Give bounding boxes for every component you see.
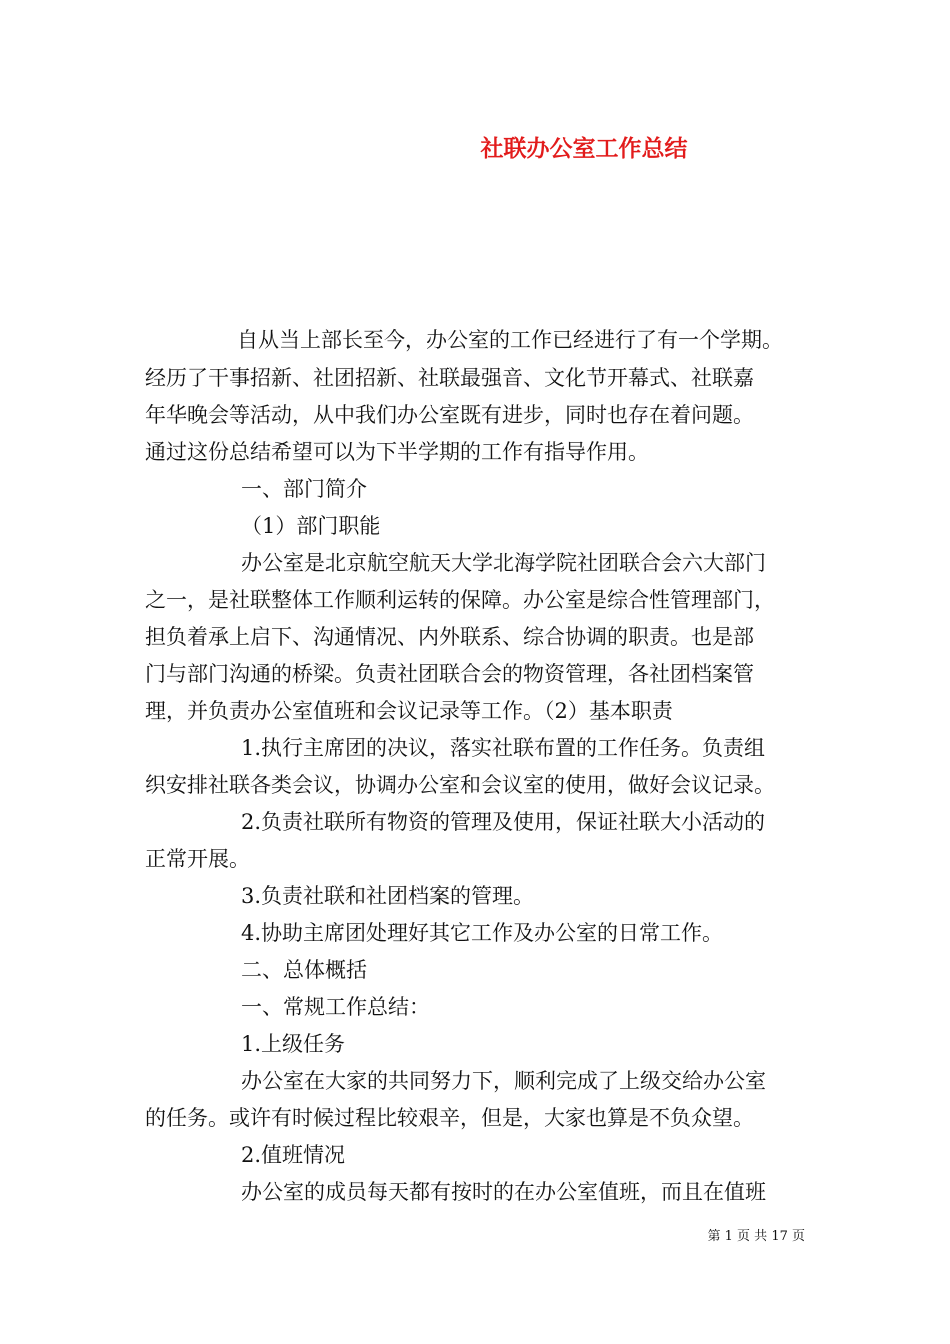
body-line: 自从当上部长至今，办公室的工作已经进行了有一个学期。	[237, 328, 783, 352]
body-line: 理，并负责办公室值班和会议记录等工作。（2）基本职责	[145, 699, 673, 723]
body-line: 织安排社联各类会议，协调办公室和会议室的使用，做好会议记录。	[145, 773, 775, 797]
list-item: 2.值班情况	[241, 1143, 346, 1167]
body-line: 门与部门沟通的桥梁。负责社团联合会的物资管理，各社团档案管	[145, 662, 754, 686]
body-line: 办公室的成员每天都有按时的在办公室值班，而且在值班	[241, 1180, 766, 1204]
body-line: 办公室在大家的共同努力下，顺利完成了上级交给办公室	[241, 1069, 766, 1093]
body-line: 正常开展。	[145, 847, 250, 871]
document-title: 社联办公室工作总结	[480, 135, 688, 162]
section-heading: 一、部门简介	[241, 477, 367, 501]
list-item: 1.执行主席团的决议，落实社联布置的工作任务。负责组	[241, 736, 766, 760]
list-item: 1.上级任务	[241, 1032, 346, 1056]
section-heading: 二、总体概括	[241, 958, 367, 982]
body-line: 办公室是北京航空航天大学北海学院社团联合会六大部门	[241, 551, 766, 575]
body-line: 经历了干事招新、社团招新、社联最强音、文化节开幕式、社联嘉	[145, 366, 754, 390]
body-line: 担负着承上启下、沟通情况、内外联系、综合协调的职责。也是部	[145, 625, 754, 649]
subsection-heading: （1）部门职能	[241, 514, 381, 538]
body-line: 的任务。或许有时候过程比较艰辛，但是，大家也算是不负众望。	[145, 1106, 754, 1130]
list-item: 3.负责社联和社团档案的管理。	[241, 884, 535, 908]
body-line: 之一，是社联整体工作顺利运转的保障。办公室是综合性管理部门，	[145, 588, 775, 612]
subsection-heading: 一、常规工作总结：	[241, 995, 430, 1019]
body-line: 年华晚会等活动，从中我们办公室既有进步，同时也存在着问题。	[145, 403, 754, 427]
page-number-footer: 第 1 页 共 17 页	[707, 1229, 805, 1244]
list-item: 2.负责社联所有物资的管理及使用，保证社联大小活动的	[241, 810, 766, 834]
body-line: 通过这份总结希望可以为下半学期的工作有指导作用。	[145, 440, 649, 464]
list-item: 4.协助主席团处理好其它工作及办公室的日常工作。	[241, 921, 724, 945]
